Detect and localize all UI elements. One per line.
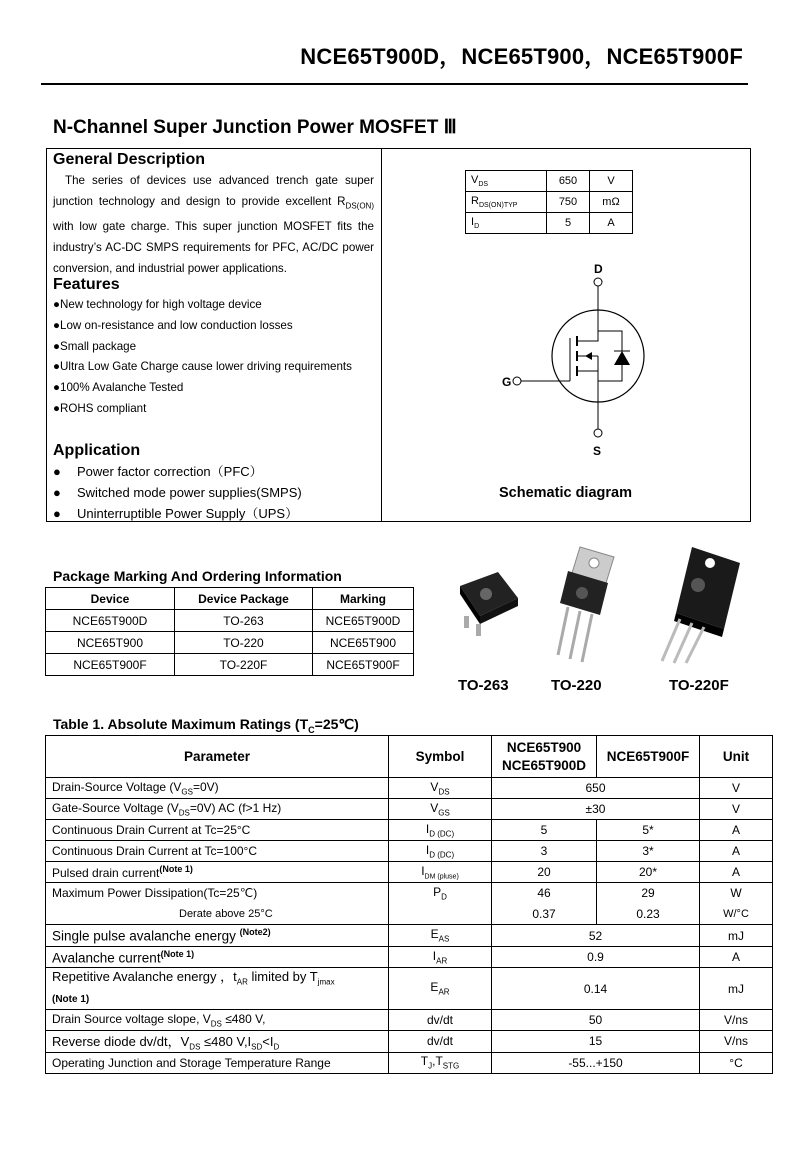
features-heading: Features: [53, 276, 120, 293]
table1-title: Table 1. Absolute Maximum Ratings $(T_C=25℃)$: [53, 716, 359, 735]
list-item: ● Power factor correction（PFC）: [53, 464, 263, 479]
table-row: Operating Junction and Storage Temperature Range $T_J,T_{STG}$ -55...+150 °C: [46, 1052, 773, 1073]
table-row: NCE65T900F TO-220F NCE65T900F: [46, 654, 414, 676]
table-row: $V_{DS}$ 650 V: [466, 171, 633, 192]
general-description-text: The series of devices use advanced trench gate super junction technology and design to provide excellent $R_{DS(ON)}$ with low gate charge. This super junction MOSFET fits the industry’s AC-DC SMPS requirements for PFC, AC/DC power conversion, and industrial power applications.: [53, 174, 374, 275]
package-section-title: Package Marking And Ordering Information: [53, 568, 342, 584]
table-row: Device Device Package Marking: [46, 588, 414, 610]
to263-package-image: [452, 566, 522, 642]
table-row: Drain-Source Voltage $(V_{GS}=0V)$ $V_{DS}$ 650 V: [46, 778, 773, 799]
table-row: Gate-Source Voltage $(V_{DS}=0V)$ AC (f>1 Hz) $V_{GS}$ ±30 V: [46, 799, 773, 820]
table-row: Derate above 25°C 0.37 0.23 W/°C: [46, 904, 773, 925]
list-item: ●Small package: [53, 339, 137, 353]
table-row: Avalanche current$^{(Note 1)}$ $I_{AR}$ 0.9 A: [46, 947, 773, 968]
gate-label: G: [502, 375, 512, 389]
list-item: ●ROHS compliant: [53, 401, 147, 415]
features-list: [53, 295, 352, 420]
list-item: ●Ultra Low Gate Charge cause lower driving requirements: [53, 360, 352, 374]
table-row: Single pulse avalanche energy $^{(Note2)}$ $E_{AS}$ 52 mJ: [46, 925, 773, 947]
table-row: Continuous Drain Current at Tc=100°C $I_{D (DC)}$ 3 3* A: [46, 841, 773, 862]
package-label-to263: TO-263: [458, 677, 509, 694]
drain-label: D: [594, 262, 603, 276]
to220-package-image: [550, 543, 620, 665]
table-row: Pulsed drain current$^{(Note 1)}$ $I_{DM (pluse)}$ 20 20* A: [46, 862, 773, 883]
general-description-heading: General Description: [53, 151, 206, 168]
package-label-to220: TO-220: [551, 677, 602, 694]
list-item: ●New technology for high voltage device: [53, 298, 262, 311]
table-row: $R_{DS(ON)TYP}$ 750 mΩ: [466, 192, 633, 213]
document-header-title: NCE65T900D，NCE65T900，NCE65T900F: [300, 44, 743, 69]
table-row: Maximum Power Dissipation(Tc=25℃) $P_D$ 46 29 W: [46, 883, 773, 904]
product-title: N-Channel Super Junction Power MOSFET Ⅲ: [53, 117, 457, 138]
table-row: Reverse diode dv/dt，$V_{DS} \le 480$ $V,I_{SD}<I_D$ dv/dt 15 V/ns: [46, 1031, 773, 1053]
table-row: Continuous Drain Current at Tc=25°C $I_{D (DC)}$ 5 5* A: [46, 820, 773, 841]
table-row: NCE65T900D TO-263 NCE65T900D: [46, 610, 414, 632]
list-item: ●100% Avalanche Tested: [53, 381, 184, 395]
overview-divider: [381, 148, 382, 522]
application-heading: Application: [53, 442, 141, 459]
absolute-maximum-ratings-table: [45, 735, 773, 1074]
mosfet-schematic: [490, 258, 650, 458]
list-item: ● Uninterruptible Power Supply（UPS）: [53, 506, 299, 521]
table-row: NCE65T900 TO-220 NCE65T900: [46, 632, 414, 654]
table-row: Parameter Symbol NCE65T900 NCE65T900D NCE65T900F Unit: [46, 736, 773, 778]
ordering-table: [45, 587, 414, 676]
application-list: [53, 461, 302, 524]
table-row: Drain Source voltage slope, $V_{DS} \le 480$ V, dv/dt 50 V/ns: [46, 1010, 773, 1031]
key-spec-table: [465, 170, 633, 234]
to220f-package-image: [652, 545, 744, 665]
package-label-to220f: TO-220F: [669, 677, 729, 694]
table-row: Repetitive Avalanche energy ，$t_{AR}$ limited by $T_{jmax}$ (Note 1) $E_{AR}$ 0.14 mJ: [46, 968, 773, 1010]
header-rule: [41, 83, 748, 85]
table-row: $I_D$ 5 A: [466, 213, 633, 234]
list-item: ● Switched mode power supplies(SMPS): [53, 485, 302, 500]
source-label: S: [593, 444, 602, 458]
schematic-caption: Schematic diagram: [499, 485, 632, 501]
list-item: ●Low on-resistance and low conduction losses: [53, 318, 293, 332]
